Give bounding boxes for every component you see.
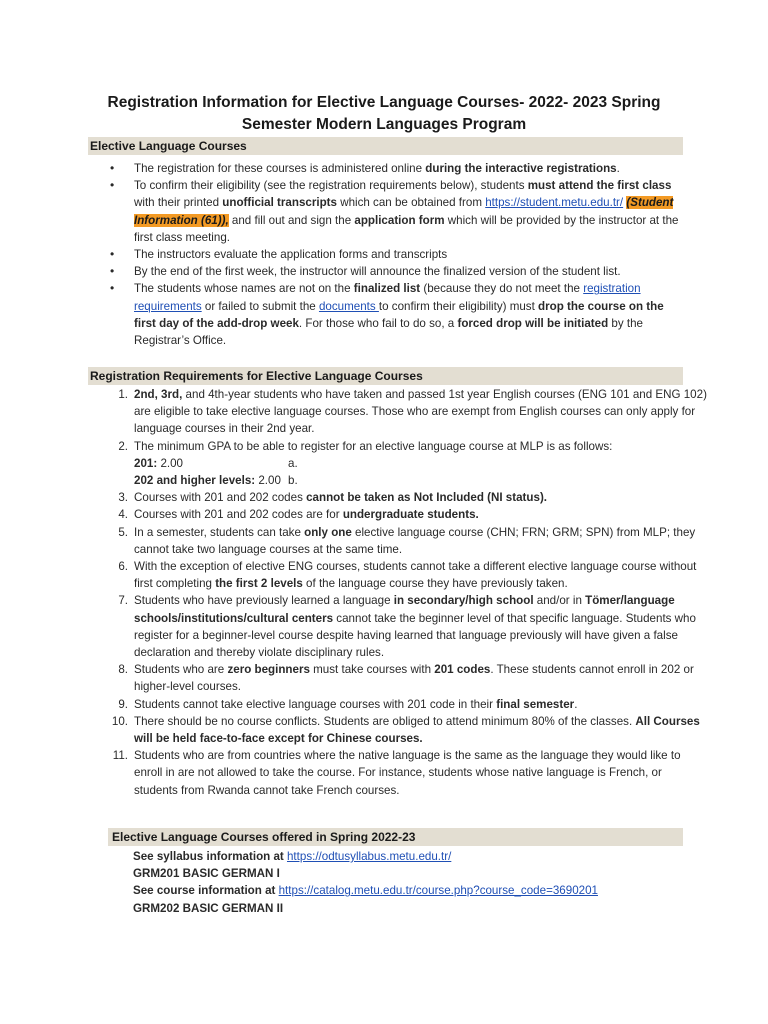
- list-item: 5. In a semester, students can take only one elective language course (CHN; FRN; GRM; SPN) from MLP; they cannot take two language courses at the same time.: [118, 525, 696, 556]
- documents-link[interactable]: documents: [318, 299, 379, 313]
- requirements-list: [108, 386, 708, 799]
- course-title-grm202: GRM202 BASIC GERMAN II: [133, 901, 284, 915]
- list-item: b. 202 and higher levels: 2.00: [134, 474, 298, 488]
- list-item: 7. Students who have previously learned a language in secondary/high school and/or in Tömer/language schools/institutions/cultural centers cannot take the beginner level of that specific language. Students who register for a beginner-level course despite having learned that language previously will have given a false declaration and thereby violate disciplinary rules.: [118, 594, 696, 660]
- course-title-grm201: GRM201 BASIC GERMAN I: [133, 867, 280, 881]
- student-portal-link[interactable]: https://student.metu.edu.tr/: [485, 196, 624, 210]
- syllabus-link[interactable]: https://odtusyllabus.metu.edu.tr/: [286, 850, 452, 863]
- list-item: 9. Students cannot take elective language courses with 201 code in their final semester.: [118, 697, 578, 711]
- elective-bullet-list: [108, 160, 688, 349]
- list-item: • The students whose names are not on the finalized list (because they do not meet the registration requirements or failed to submit the documents to confirm their eligibility) must drop the course on the first day of the add-drop week. For those who fail to do so, a forced drop will be initiated by the Registrar’s Office.: [108, 280, 688, 349]
- list-item: 6. With the exception of elective ENG courses, students cannot take a different elective language course without first completing the first 2 levels of the language course they have previously taken.: [118, 560, 697, 591]
- title-line-1: Registration Information for Elective Language Courses- 2022- 2023 Spring: [107, 94, 661, 111]
- offered-courses: [133, 848, 693, 917]
- section-header-requirements: Registration Requirements for Elective Language Courses: [88, 367, 683, 385]
- list-item: a. 201: 2.00: [134, 456, 298, 470]
- list-item: 11. Students who are from countries where the native language is the same as the language they would like to enroll in are not allowed to take the course. For instance, students whose native language is French, or students from Rwanda cannot take French courses.: [112, 749, 681, 797]
- list-item: • The instructors evaluate the application forms and transcripts: [108, 246, 688, 263]
- highlight-student-information: (Student Information (61)),: [134, 196, 674, 227]
- list-item: • By the end of the first week, the instructor will announce the finalized version of the student list.: [108, 263, 688, 280]
- course-info-line: See course information at https://catalog.metu.edu.tr/course.php?course_code=3690201: [133, 884, 598, 898]
- section-header-elective: Elective Language Courses: [88, 137, 683, 155]
- page-title: [60, 92, 708, 136]
- list-item: • To confirm their eligibility (see the registration requirements below), students must attend the first class with their printed unofficial transcripts which can be obtained from https://student.metu.edu.tr/ (Student Information (61)), and fill out and sign the application form which will be provided by the instructor at the first class meeting.: [108, 177, 688, 246]
- list-item: 2. The minimum GPA to be able to register for an elective language course at MLP is as follows:: [118, 439, 613, 453]
- catalog-link[interactable]: https://catalog.metu.edu.tr/course.php?course_code=3690201: [278, 884, 598, 898]
- list-item: 1. 2nd, 3rd, and 4th-year students who have taken and passed 1st year English courses (ENG 101 and ENG 102) are eligible to take elective language courses. Those who are exempt from English courses can only apply for language courses in their 2nd year.: [118, 388, 707, 436]
- list-item: • The registration for these courses is administered online during the interactive registrations.: [108, 160, 688, 177]
- list-item: 10. There should be no course conflicts. Students are obliged to attend minimum 80% of the classes. All Courses will be held face-to-face except for Chinese courses.: [111, 714, 700, 746]
- syllabus-line: See syllabus information at https://odtusyllabus.metu.edu.tr/: [133, 850, 452, 863]
- list-item: 3. Courses with 201 and 202 codes cannot be taken as Not Included (NI status).: [118, 491, 548, 505]
- section-header-offered: Elective Language Courses offered in Spring 2022-23: [108, 828, 683, 846]
- list-item: 8. Students who are zero beginners must take courses with 201 codes. These students cannot enroll in 202 or higher-level courses.: [118, 663, 694, 694]
- list-item: 4. Courses with 201 and 202 codes are for undergraduate students.: [118, 508, 479, 522]
- title-line-2: Semester Modern Languages Program: [241, 116, 527, 133]
- registration-requirements-link[interactable]: registration requirements: [134, 282, 641, 313]
